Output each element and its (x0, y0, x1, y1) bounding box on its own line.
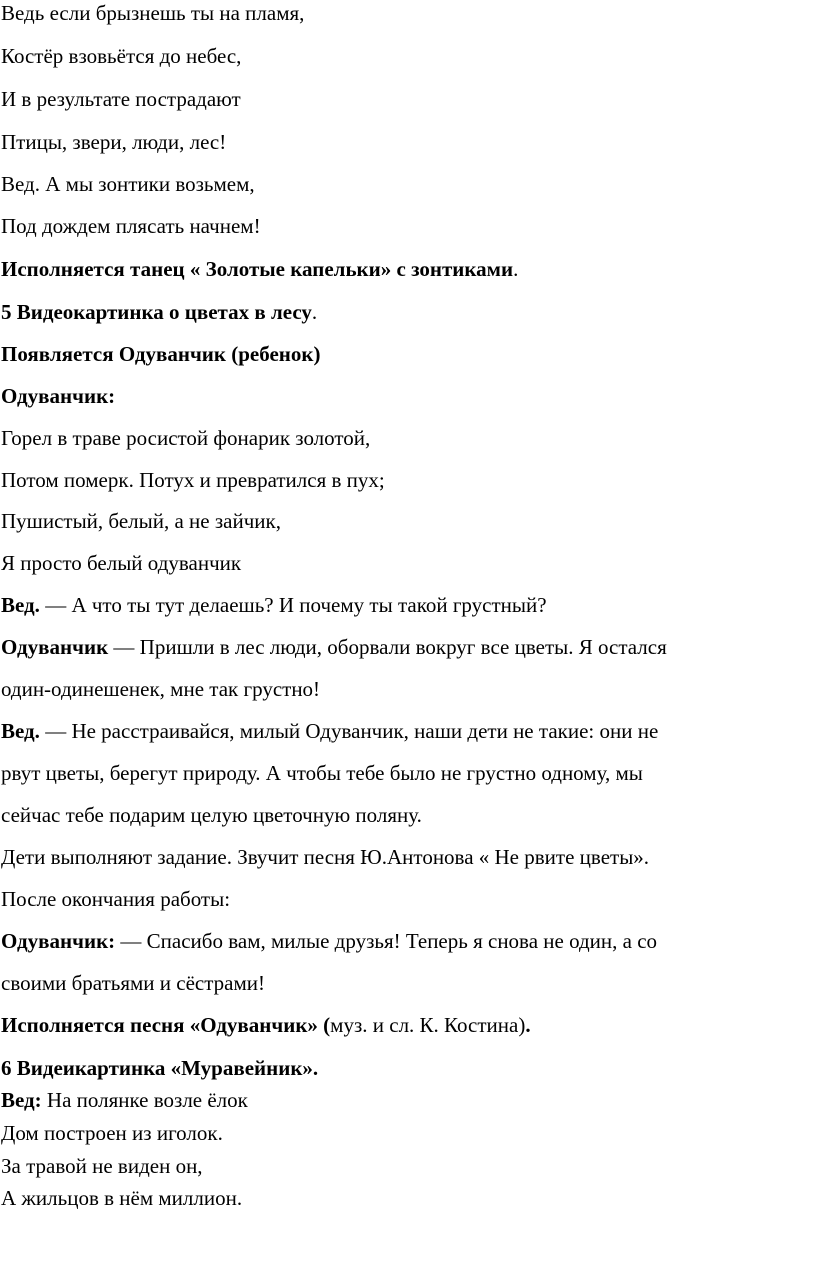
text-line (1, 929, 657, 953)
text-run: Под дождем плясать начнем! (1, 214, 261, 238)
text-run: — Спасибо вам, милые друзья! Теперь я снова не один, а со (115, 929, 658, 953)
bold-text: Исполняется танец « Золотые капельки» с зонтиками (1, 257, 514, 281)
text-run: — А что ты тут делаешь? И почему ты такой грустный? (39, 593, 547, 617)
text-line (1, 1056, 318, 1080)
text-run: Горел в траве росистой фонарик золотой, (1, 426, 371, 450)
text-line (1, 342, 320, 366)
text-line (1, 551, 241, 575)
text-line (1, 172, 255, 196)
text-line (1, 677, 320, 701)
text-run: своими братьями и сёстрами! (1, 971, 265, 995)
text-line (1, 803, 422, 827)
bold-text: 6 Видеикартинка «Муравейник». (1, 1056, 319, 1080)
text-run: Я просто белый одуванчик (1, 551, 242, 575)
text-line (1, 44, 241, 68)
text-line (1, 1121, 223, 1145)
text-run: сейчас тебе подарим целую цветочную поляну. (1, 803, 422, 827)
text-line (1, 1154, 203, 1178)
text-line (1, 509, 281, 533)
text-line (1, 971, 265, 995)
text-line (1, 719, 658, 743)
text-run: Ведь если брызнешь ты на пламя, (1, 1, 305, 25)
bold-text: Исполняется песня «Одуванчик» ( (1, 1013, 331, 1037)
text-run: один-одинешенек, мне так грустно! (1, 677, 321, 701)
text-run: Костёр взовьётся до небес, (1, 44, 242, 68)
text-line (1, 845, 649, 869)
text-run: А жильцов в нём миллион. (1, 1186, 243, 1210)
text-line (1, 384, 115, 408)
text-run: Дети выполняют задание. Звучит песня Ю.Антонова « Не рвите цветы». (1, 845, 650, 869)
text-run: Птицы, звери, люди, лес! (1, 130, 227, 154)
text-run: На полянке возле ёлок (41, 1088, 248, 1112)
bold-text: Вед: (1, 1088, 42, 1112)
text-line (1, 300, 317, 324)
text-run: муз. и сл. К. Костина) (330, 1013, 526, 1037)
text-line (1, 1, 304, 25)
text-run: Дом построен из иголок. (1, 1121, 223, 1145)
bold-text: Появляется Одуванчик (ребенок) (1, 342, 321, 366)
text-run: Вед. А мы зонтики возьмем, (1, 172, 255, 196)
bold-text: . (525, 1013, 531, 1037)
text-run: . (513, 257, 519, 281)
bold-text: Одуванчик: (1, 384, 116, 408)
text-line (1, 1186, 242, 1210)
text-run: рвут цветы, берегут природу. А чтобы тебе было не грустно одному, мы (1, 761, 643, 785)
text-line (1, 593, 547, 617)
text-run: После окончания работы: (1, 887, 231, 911)
text-run: . (311, 300, 318, 324)
text-run: Пушистый, белый, а не зайчик, (1, 509, 281, 533)
text-line (1, 635, 667, 659)
text-line (1, 887, 230, 911)
text-line (1, 426, 370, 450)
text-line (1, 130, 226, 154)
text-line (1, 87, 241, 111)
bold-text: Вед. (1, 593, 40, 617)
text-line (1, 1013, 531, 1037)
text-run: — Пришли в лес люди, оборвали вокруг все цветы. Я остался (108, 635, 667, 659)
bold-text: Одуванчик (1, 635, 109, 659)
text-line (1, 468, 385, 492)
text-run: За травой не виден он, (1, 1154, 203, 1178)
text-line (1, 214, 261, 238)
text-line (1, 1088, 248, 1112)
bold-text: Одуванчик: (1, 929, 116, 953)
bold-text: 5 Видеокартинка о цветах в лесу (1, 300, 312, 324)
text-line (1, 257, 518, 281)
text-line (1, 761, 643, 785)
text-run: Потом померк. Потух и превратился в пух; (1, 468, 385, 492)
text-run: — Не расстраивайся, милый Одуванчик, наши дети не такие: они не (39, 719, 659, 743)
text-run: И в результате пострадают (1, 87, 241, 111)
bold-text: Вед. (1, 719, 40, 743)
